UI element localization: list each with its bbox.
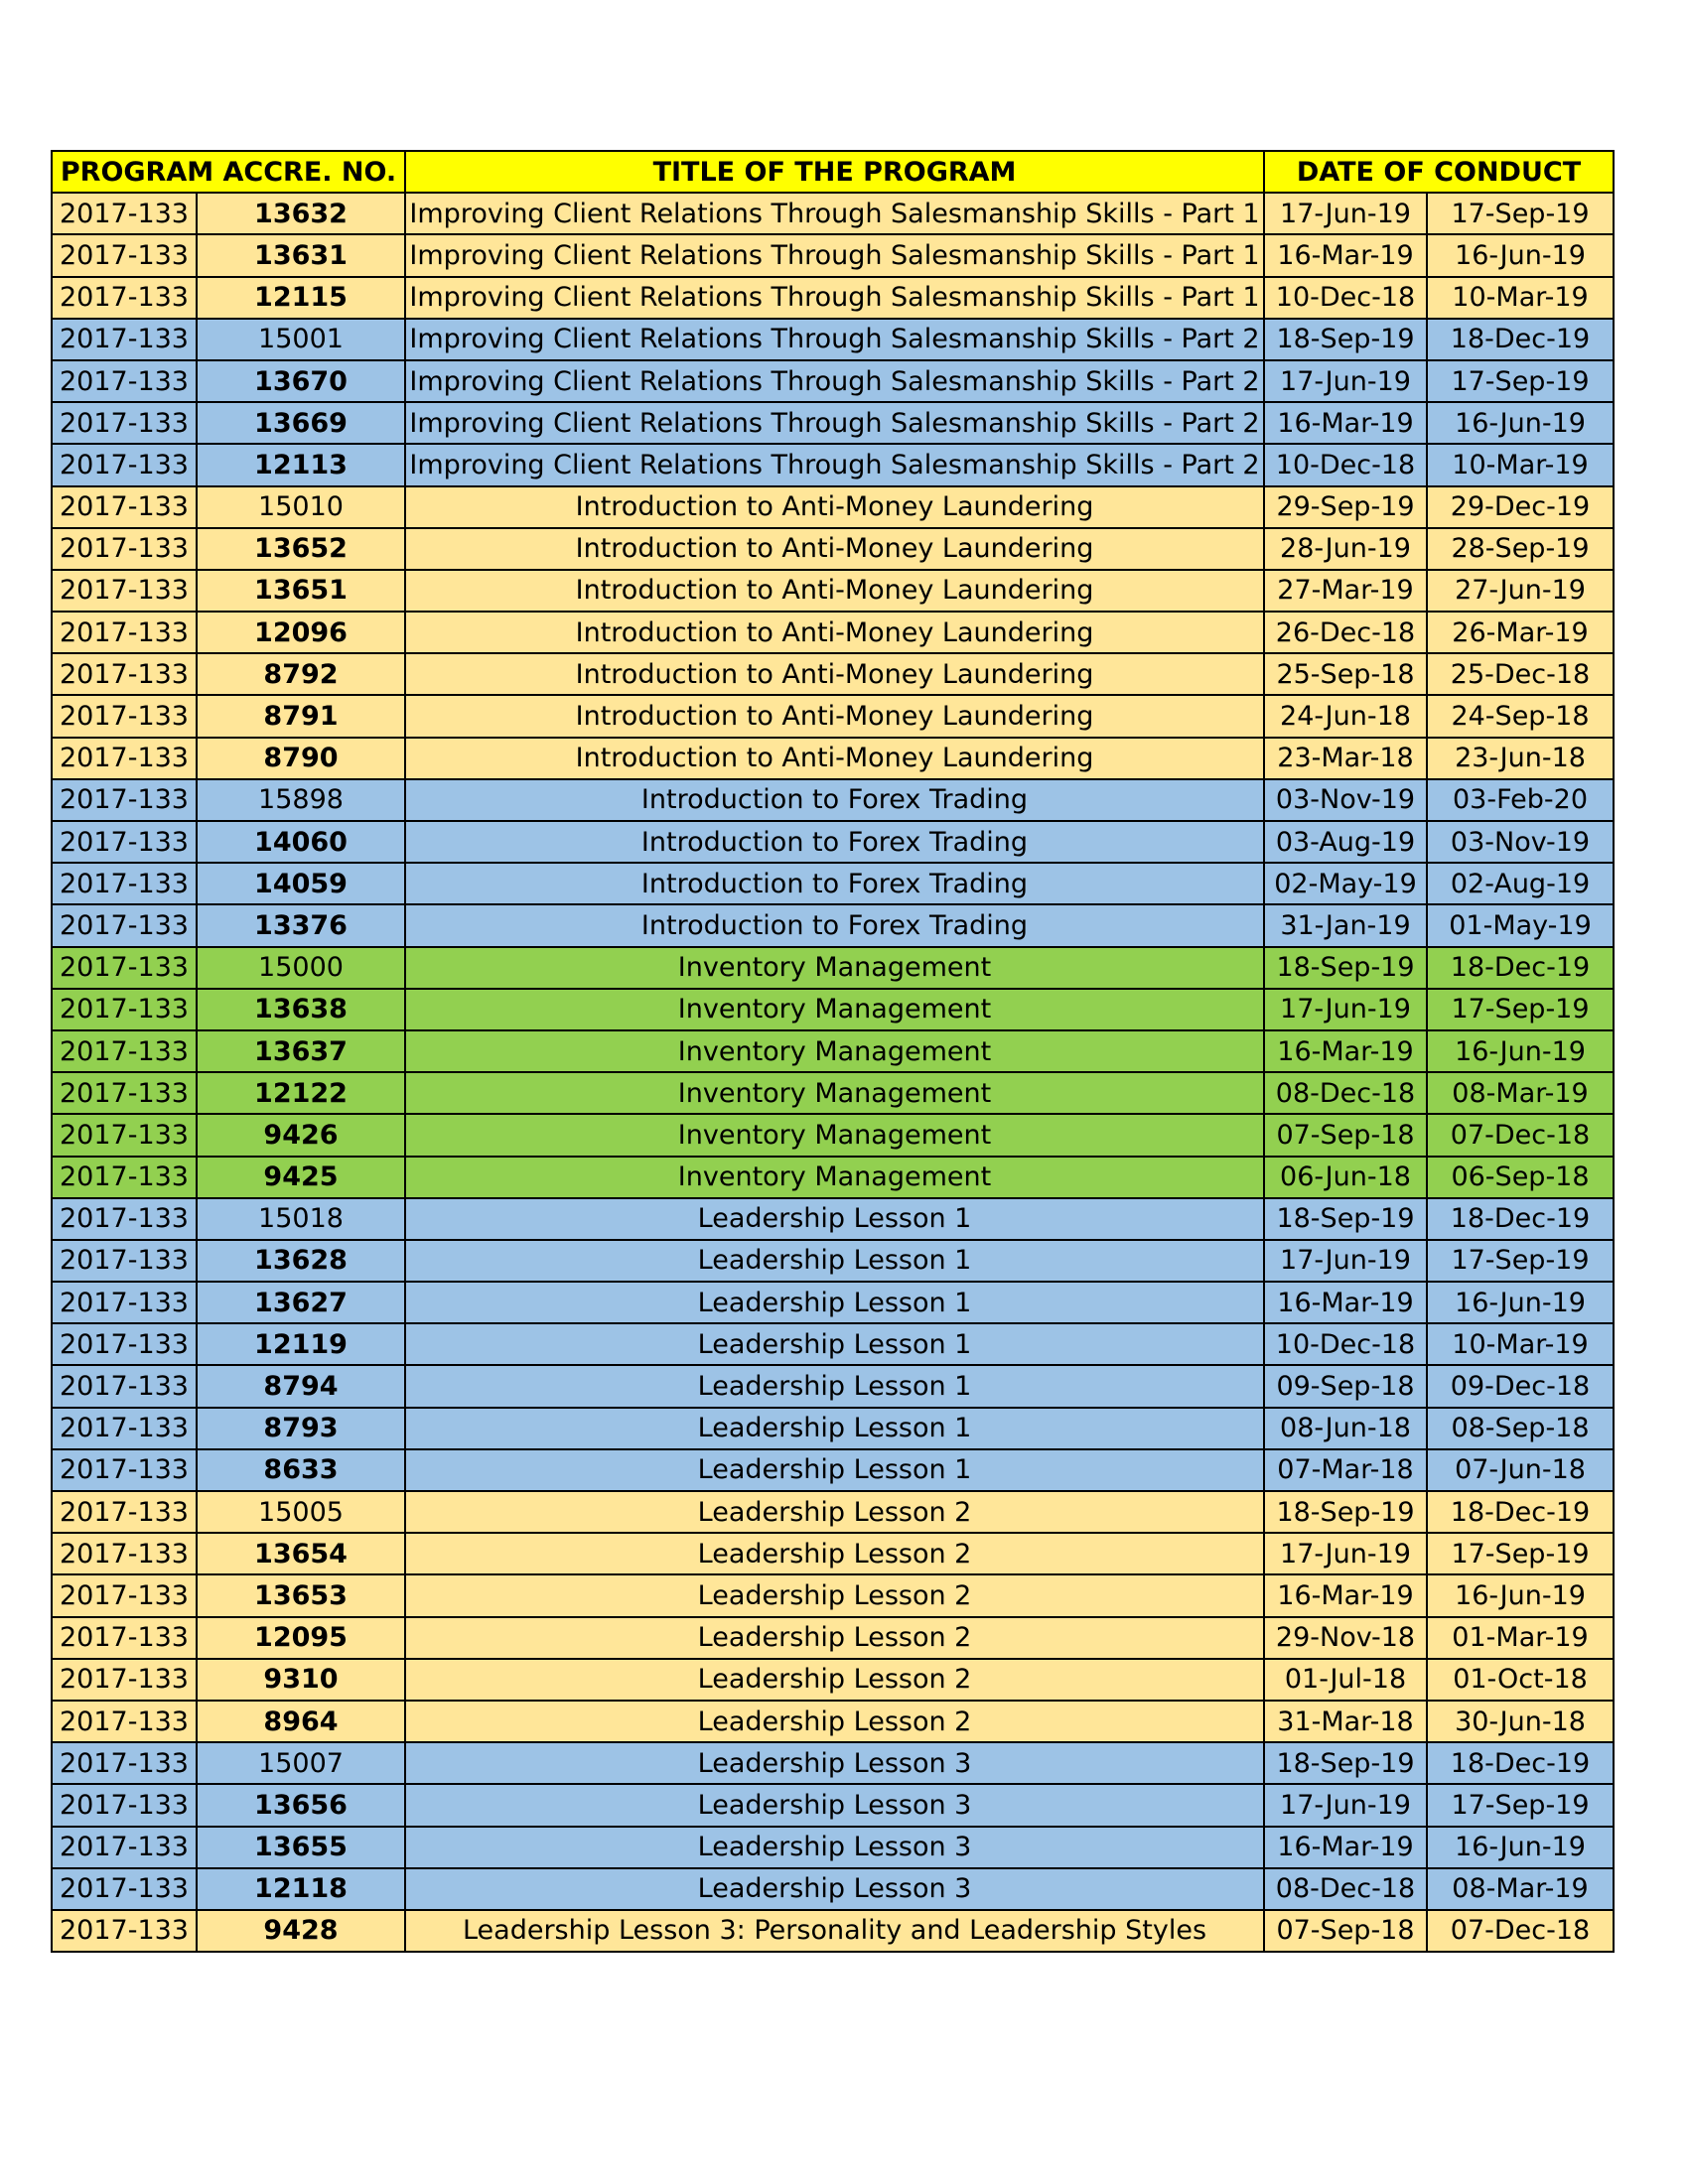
accreditation-number-cell: 12119: [197, 1323, 405, 1365]
end-date-cell: 10-Mar-19: [1427, 277, 1614, 319]
end-date-cell: 01-Oct-18: [1427, 1659, 1614, 1701]
table-row: [52, 193, 1614, 234]
start-date-cell: 31-Mar-18: [1264, 1701, 1427, 1742]
accreditation-number-cell: 15007: [197, 1742, 405, 1784]
program-title-cell: Inventory Management: [405, 1072, 1264, 1114]
start-date-cell: 31-Jan-19: [1264, 904, 1427, 946]
accreditation-prefix-cell: 2017-133: [52, 779, 197, 821]
table-row: [52, 319, 1614, 360]
program-title-cell: Leadership Lesson 1: [405, 1282, 1264, 1323]
program-title-cell: Introduction to Anti-Money Laundering: [405, 570, 1264, 612]
start-date-cell: 07-Sep-18: [1264, 1910, 1427, 1952]
program-title-cell: Inventory Management: [405, 1114, 1264, 1156]
accreditation-number-cell: 13638: [197, 989, 405, 1030]
start-date-cell: 10-Dec-18: [1264, 1323, 1427, 1365]
program-title-cell: Introduction to Anti-Money Laundering: [405, 486, 1264, 528]
end-date-cell: 01-May-19: [1427, 904, 1614, 946]
end-date-cell: 23-Jun-18: [1427, 738, 1614, 779]
start-date-cell: 01-Jul-18: [1264, 1659, 1427, 1701]
accreditation-prefix-cell: 2017-133: [52, 1240, 197, 1282]
program-title-cell: Leadership Lesson 3: Personality and Leadership Styles: [405, 1910, 1264, 1952]
table-row: [52, 1030, 1614, 1072]
accreditation-prefix-cell: 2017-133: [52, 1574, 197, 1616]
start-date-cell: 02-May-19: [1264, 863, 1427, 904]
end-date-cell: 17-Sep-19: [1427, 193, 1614, 234]
accreditation-prefix-cell: 2017-133: [52, 738, 197, 779]
end-date-cell: 07-Dec-18: [1427, 1910, 1614, 1952]
table-row: [52, 1617, 1614, 1659]
accreditation-number-cell: 13637: [197, 1030, 405, 1072]
accreditation-prefix-cell: 2017-133: [52, 612, 197, 653]
start-date-cell: 18-Sep-19: [1264, 319, 1427, 360]
table-row: [52, 1114, 1614, 1156]
program-title-cell: Introduction to Forex Trading: [405, 863, 1264, 904]
accreditation-number-cell: 13653: [197, 1574, 405, 1616]
table-row: [52, 1282, 1614, 1323]
table-row: [52, 1365, 1614, 1407]
accreditation-prefix-cell: 2017-133: [52, 1157, 197, 1198]
accreditation-number-cell: 9425: [197, 1157, 405, 1198]
table-row: [52, 947, 1614, 989]
start-date-cell: 08-Jun-18: [1264, 1408, 1427, 1449]
accreditation-prefix-cell: 2017-133: [52, 989, 197, 1030]
accreditation-prefix-cell: 2017-133: [52, 1701, 197, 1742]
program-title-cell: Leadership Lesson 2: [405, 1701, 1264, 1742]
accreditation-prefix-cell: 2017-133: [52, 360, 197, 402]
program-title-cell: Leadership Lesson 2: [405, 1533, 1264, 1574]
start-date-cell: 18-Sep-19: [1264, 1198, 1427, 1240]
start-date-cell: 07-Mar-18: [1264, 1449, 1427, 1491]
table-body: [52, 193, 1614, 1952]
table-row: [52, 1574, 1614, 1616]
table-row: [52, 234, 1614, 276]
program-title-cell: Leadership Lesson 2: [405, 1491, 1264, 1533]
start-date-cell: 17-Jun-19: [1264, 193, 1427, 234]
accreditation-number-cell: 12113: [197, 444, 405, 485]
accreditation-prefix-cell: 2017-133: [52, 1827, 197, 1868]
accreditation-prefix-cell: 2017-133: [52, 695, 197, 737]
program-title-cell: Improving Client Relations Through Salesmanship Skills - Part 2: [405, 360, 1264, 402]
program-title-cell: Introduction to Anti-Money Laundering: [405, 738, 1264, 779]
program-title-cell: Improving Client Relations Through Salesmanship Skills - Part 2: [405, 319, 1264, 360]
accreditation-prefix-cell: 2017-133: [52, 1491, 197, 1533]
accreditation-number-cell: 13651: [197, 570, 405, 612]
accreditation-prefix-cell: 2017-133: [52, 528, 197, 570]
start-date-cell: 03-Nov-19: [1264, 779, 1427, 821]
accreditation-number-cell: 12115: [197, 277, 405, 319]
accreditation-prefix-cell: 2017-133: [52, 1365, 197, 1407]
accreditation-number-cell: 13652: [197, 528, 405, 570]
end-date-cell: 18-Dec-19: [1427, 1198, 1614, 1240]
start-date-cell: 17-Jun-19: [1264, 1784, 1427, 1826]
program-title-cell: Improving Client Relations Through Salesmanship Skills - Part 1: [405, 193, 1264, 234]
end-date-cell: 25-Dec-18: [1427, 653, 1614, 695]
start-date-cell: 29-Sep-19: [1264, 486, 1427, 528]
end-date-cell: 26-Mar-19: [1427, 612, 1614, 653]
accreditation-prefix-cell: 2017-133: [52, 1910, 197, 1952]
accreditation-number-cell: 14059: [197, 863, 405, 904]
table-row: [52, 570, 1614, 612]
end-date-cell: 17-Sep-19: [1427, 1240, 1614, 1282]
accreditation-number-cell: 12096: [197, 612, 405, 653]
start-date-cell: 17-Jun-19: [1264, 1533, 1427, 1574]
end-date-cell: 17-Sep-19: [1427, 1784, 1614, 1826]
header-date: DATE OF CONDUCT: [1264, 151, 1614, 193]
start-date-cell: 28-Jun-19: [1264, 528, 1427, 570]
program-title-cell: Leadership Lesson 2: [405, 1574, 1264, 1616]
table-row: [52, 1659, 1614, 1701]
table-row: [52, 1784, 1614, 1826]
end-date-cell: 06-Sep-18: [1427, 1157, 1614, 1198]
start-date-cell: 08-Dec-18: [1264, 1072, 1427, 1114]
accreditation-number-cell: 13627: [197, 1282, 405, 1323]
accreditation-prefix-cell: 2017-133: [52, 570, 197, 612]
accreditation-number-cell: 12122: [197, 1072, 405, 1114]
table-row: [52, 1072, 1614, 1114]
accreditation-prefix-cell: 2017-133: [52, 904, 197, 946]
start-date-cell: 17-Jun-19: [1264, 1240, 1427, 1282]
table-row: [52, 653, 1614, 695]
table-row: [52, 402, 1614, 444]
end-date-cell: 08-Sep-18: [1427, 1408, 1614, 1449]
program-title-cell: Leadership Lesson 3: [405, 1868, 1264, 1910]
table-row: [52, 738, 1614, 779]
table-row: [52, 904, 1614, 946]
accreditation-number-cell: 8633: [197, 1449, 405, 1491]
accreditation-number-cell: 9426: [197, 1114, 405, 1156]
start-date-cell: 16-Mar-19: [1264, 1030, 1427, 1072]
start-date-cell: 16-Mar-19: [1264, 1282, 1427, 1323]
accreditation-number-cell: 13669: [197, 402, 405, 444]
end-date-cell: 03-Nov-19: [1427, 821, 1614, 863]
accreditation-number-cell: 8964: [197, 1701, 405, 1742]
end-date-cell: 16-Jun-19: [1427, 1827, 1614, 1868]
accreditation-number-cell: 13631: [197, 234, 405, 276]
accreditation-number-cell: 15005: [197, 1491, 405, 1533]
accreditation-prefix-cell: 2017-133: [52, 1114, 197, 1156]
accreditation-number-cell: 15001: [197, 319, 405, 360]
accreditation-prefix-cell: 2017-133: [52, 193, 197, 234]
program-title-cell: Inventory Management: [405, 989, 1264, 1030]
end-date-cell: 01-Mar-19: [1427, 1617, 1614, 1659]
table-row: [52, 1157, 1614, 1198]
start-date-cell: 18-Sep-19: [1264, 947, 1427, 989]
accreditation-number-cell: 13656: [197, 1784, 405, 1826]
start-date-cell: 09-Sep-18: [1264, 1365, 1427, 1407]
accreditation-prefix-cell: 2017-133: [52, 1198, 197, 1240]
end-date-cell: 09-Dec-18: [1427, 1365, 1614, 1407]
accreditation-prefix-cell: 2017-133: [52, 653, 197, 695]
end-date-cell: 17-Sep-19: [1427, 360, 1614, 402]
table-row: [52, 1742, 1614, 1784]
accreditation-prefix-cell: 2017-133: [52, 821, 197, 863]
end-date-cell: 07-Dec-18: [1427, 1114, 1614, 1156]
end-date-cell: 03-Feb-20: [1427, 779, 1614, 821]
start-date-cell: 26-Dec-18: [1264, 612, 1427, 653]
end-date-cell: 30-Jun-18: [1427, 1701, 1614, 1742]
table-row: [52, 1408, 1614, 1449]
accreditation-prefix-cell: 2017-133: [52, 1868, 197, 1910]
accreditation-number-cell: 13632: [197, 193, 405, 234]
end-date-cell: 08-Mar-19: [1427, 1868, 1614, 1910]
program-title-cell: Leadership Lesson 2: [405, 1617, 1264, 1659]
accreditation-number-cell: 15018: [197, 1198, 405, 1240]
table-row: [52, 1449, 1614, 1491]
table-row: [52, 1323, 1614, 1365]
accreditation-number-cell: 8794: [197, 1365, 405, 1407]
table-row: [52, 1198, 1614, 1240]
end-date-cell: 18-Dec-19: [1427, 947, 1614, 989]
start-date-cell: 18-Sep-19: [1264, 1491, 1427, 1533]
table-row: [52, 1491, 1614, 1533]
start-date-cell: 16-Mar-19: [1264, 1574, 1427, 1616]
table-row: [52, 863, 1614, 904]
end-date-cell: 16-Jun-19: [1427, 1282, 1614, 1323]
program-title-cell: Inventory Management: [405, 1030, 1264, 1072]
program-title-cell: Leadership Lesson 1: [405, 1365, 1264, 1407]
start-date-cell: 16-Mar-19: [1264, 1827, 1427, 1868]
program-title-cell: Leadership Lesson 2: [405, 1659, 1264, 1701]
end-date-cell: 02-Aug-19: [1427, 863, 1614, 904]
header-title: TITLE OF THE PROGRAM: [405, 151, 1264, 193]
program-title-cell: Improving Client Relations Through Salesmanship Skills - Part 1: [405, 234, 1264, 276]
accreditation-prefix-cell: 2017-133: [52, 1030, 197, 1072]
accreditation-prefix-cell: 2017-133: [52, 277, 197, 319]
end-date-cell: 16-Jun-19: [1427, 1030, 1614, 1072]
program-title-cell: Introduction to Anti-Money Laundering: [405, 612, 1264, 653]
program-title-cell: Introduction to Forex Trading: [405, 779, 1264, 821]
accreditation-number-cell: 9310: [197, 1659, 405, 1701]
table-row: [52, 1910, 1614, 1952]
program-title-cell: Improving Client Relations Through Salesmanship Skills - Part 2: [405, 402, 1264, 444]
start-date-cell: 10-Dec-18: [1264, 277, 1427, 319]
end-date-cell: 18-Dec-19: [1427, 1742, 1614, 1784]
end-date-cell: 17-Sep-19: [1427, 1533, 1614, 1574]
accreditation-number-cell: 12118: [197, 1868, 405, 1910]
accreditation-prefix-cell: 2017-133: [52, 947, 197, 989]
end-date-cell: 18-Dec-19: [1427, 1491, 1614, 1533]
start-date-cell: 10-Dec-18: [1264, 444, 1427, 485]
program-title-cell: Leadership Lesson 1: [405, 1198, 1264, 1240]
accreditation-number-cell: 8793: [197, 1408, 405, 1449]
header-accreditation: PROGRAM ACCRE. NO.: [52, 151, 405, 193]
program-title-cell: Introduction to Anti-Money Laundering: [405, 695, 1264, 737]
end-date-cell: 29-Dec-19: [1427, 486, 1614, 528]
accreditation-number-cell: 15010: [197, 486, 405, 528]
start-date-cell: 23-Mar-18: [1264, 738, 1427, 779]
program-title-cell: Introduction to Forex Trading: [405, 904, 1264, 946]
start-date-cell: 03-Aug-19: [1264, 821, 1427, 863]
program-title-cell: Leadership Lesson 3: [405, 1827, 1264, 1868]
end-date-cell: 08-Mar-19: [1427, 1072, 1614, 1114]
accreditation-number-cell: 8790: [197, 738, 405, 779]
start-date-cell: 24-Jun-18: [1264, 695, 1427, 737]
start-date-cell: 29-Nov-18: [1264, 1617, 1427, 1659]
accreditation-number-cell: 15898: [197, 779, 405, 821]
end-date-cell: 17-Sep-19: [1427, 989, 1614, 1030]
accreditation-prefix-cell: 2017-133: [52, 1449, 197, 1491]
accreditation-number-cell: 9428: [197, 1910, 405, 1952]
accreditation-prefix-cell: 2017-133: [52, 863, 197, 904]
accreditation-prefix-cell: 2017-133: [52, 486, 197, 528]
start-date-cell: 16-Mar-19: [1264, 402, 1427, 444]
end-date-cell: 07-Jun-18: [1427, 1449, 1614, 1491]
end-date-cell: 27-Jun-19: [1427, 570, 1614, 612]
accreditation-prefix-cell: 2017-133: [52, 1533, 197, 1574]
accreditation-number-cell: 13628: [197, 1240, 405, 1282]
end-date-cell: 16-Jun-19: [1427, 1574, 1614, 1616]
accreditation-prefix-cell: 2017-133: [52, 234, 197, 276]
program-title-cell: Improving Client Relations Through Salesmanship Skills - Part 1: [405, 277, 1264, 319]
program-title-cell: Leadership Lesson 3: [405, 1742, 1264, 1784]
program-title-cell: Introduction to Anti-Money Laundering: [405, 528, 1264, 570]
program-title-cell: Introduction to Forex Trading: [405, 821, 1264, 863]
end-date-cell: 10-Mar-19: [1427, 1323, 1614, 1365]
table-row: [52, 989, 1614, 1030]
table-row: [52, 1240, 1614, 1282]
program-title-cell: Improving Client Relations Through Salesmanship Skills - Part 2: [405, 444, 1264, 485]
end-date-cell: 10-Mar-19: [1427, 444, 1614, 485]
table-row: [52, 1827, 1614, 1868]
accreditation-prefix-cell: 2017-133: [52, 1742, 197, 1784]
program-title-cell: Leadership Lesson 1: [405, 1449, 1264, 1491]
accreditation-number-cell: 12095: [197, 1617, 405, 1659]
table-row: [52, 360, 1614, 402]
start-date-cell: 17-Jun-19: [1264, 360, 1427, 402]
accreditation-prefix-cell: 2017-133: [52, 1282, 197, 1323]
start-date-cell: 08-Dec-18: [1264, 1868, 1427, 1910]
accreditation-prefix-cell: 2017-133: [52, 1408, 197, 1449]
start-date-cell: 17-Jun-19: [1264, 989, 1427, 1030]
table-row: [52, 695, 1614, 737]
table-row: [52, 1701, 1614, 1742]
program-table: [51, 150, 1615, 1953]
accreditation-prefix-cell: 2017-133: [52, 444, 197, 485]
accreditation-number-cell: 13670: [197, 360, 405, 402]
accreditation-prefix-cell: 2017-133: [52, 319, 197, 360]
table-row: [52, 779, 1614, 821]
start-date-cell: 25-Sep-18: [1264, 653, 1427, 695]
start-date-cell: 16-Mar-19: [1264, 234, 1427, 276]
table-row: [52, 444, 1614, 485]
start-date-cell: 07-Sep-18: [1264, 1114, 1427, 1156]
end-date-cell: 16-Jun-19: [1427, 234, 1614, 276]
start-date-cell: 27-Mar-19: [1264, 570, 1427, 612]
table-row: [52, 612, 1614, 653]
accreditation-prefix-cell: 2017-133: [52, 1617, 197, 1659]
end-date-cell: 16-Jun-19: [1427, 402, 1614, 444]
table-row: [52, 277, 1614, 319]
accreditation-prefix-cell: 2017-133: [52, 402, 197, 444]
table-row: [52, 1533, 1614, 1574]
program-title-cell: Introduction to Anti-Money Laundering: [405, 653, 1264, 695]
accreditation-number-cell: 15000: [197, 947, 405, 989]
table-row: [52, 821, 1614, 863]
header-row: [52, 151, 1614, 193]
accreditation-number-cell: 14060: [197, 821, 405, 863]
end-date-cell: 28-Sep-19: [1427, 528, 1614, 570]
accreditation-prefix-cell: 2017-133: [52, 1323, 197, 1365]
table-row: [52, 486, 1614, 528]
accreditation-number-cell: 8791: [197, 695, 405, 737]
start-date-cell: 18-Sep-19: [1264, 1742, 1427, 1784]
program-title-cell: Inventory Management: [405, 1157, 1264, 1198]
accreditation-number-cell: 13376: [197, 904, 405, 946]
accreditation-number-cell: 13655: [197, 1827, 405, 1868]
table-row: [52, 528, 1614, 570]
program-title-cell: Leadership Lesson 1: [405, 1408, 1264, 1449]
program-title-cell: Leadership Lesson 3: [405, 1784, 1264, 1826]
end-date-cell: 18-Dec-19: [1427, 319, 1614, 360]
program-title-cell: Leadership Lesson 1: [405, 1240, 1264, 1282]
accreditation-prefix-cell: 2017-133: [52, 1659, 197, 1701]
accreditation-prefix-cell: 2017-133: [52, 1784, 197, 1826]
program-title-cell: Leadership Lesson 1: [405, 1323, 1264, 1365]
table-row: [52, 1868, 1614, 1910]
accreditation-number-cell: 13654: [197, 1533, 405, 1574]
program-title-cell: Inventory Management: [405, 947, 1264, 989]
start-date-cell: 06-Jun-18: [1264, 1157, 1427, 1198]
end-date-cell: 24-Sep-18: [1427, 695, 1614, 737]
accreditation-prefix-cell: 2017-133: [52, 1072, 197, 1114]
accreditation-number-cell: 8792: [197, 653, 405, 695]
